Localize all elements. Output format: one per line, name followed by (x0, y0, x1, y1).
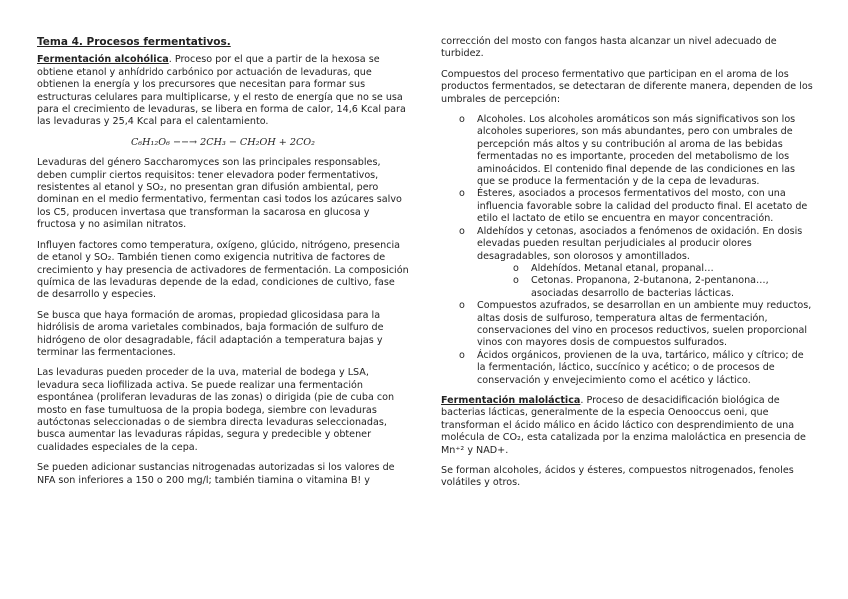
paragraph-formed-compounds: Se forman alcoholes, ácidos y ésteres, compuestos nitrogenados, fenoles volátiles y otros. (441, 465, 794, 489)
sub-list (477, 263, 813, 300)
sub-list-item: o Cetonas. Propanona, 2-butanona, 2-pentanona…, asociadas desarrollo de bacterias lácticas. (477, 275, 813, 300)
paragraph-aroma-compounds: Compuestos del proceso fermentativo que participan en el aroma de los productos fermentados, se detectaran de diferente manera, dependen de los umbrales de percepción: (441, 68, 813, 105)
chemical-formula: C₆H₁₂O₆ −−→ 2CH₃ − CH₂OH + 2CO₂ (130, 136, 316, 148)
sub-list-item: o Aldehídos. Metanal etanal, propanal… (477, 263, 813, 275)
paragraph-nitrogen: Se pueden adicionar sustancias nitrogenadas autorizadas si los valores de NFA son inferiores a 150 o 200 mg/l; también tiamina o vitamina B! y (37, 462, 395, 486)
paragraph-alcoholic-fermentation (37, 54, 409, 128)
list-item (441, 226, 813, 300)
left-column (37, 36, 409, 495)
list-item: o Ésteres, asociados a procesos fermentativos del mosto, con una influencia favorable sobre la calidad del producto final. El acetato de etilo el lactato de etilo se encuentra en mayor concentración. (441, 188, 813, 225)
alcoholic-fermentation-text: . Proceso por el que a partir de la hexosa se obtiene etanol y anhídrido carbónico por actuación de levaduras, que obtienen la energía y los precursores que necesitan para formar sus estructuras celulares para multiplicarse, y el resto de energía que no se usa para el crecimiento de levaduras, se libera en forma de calor, 14,6 Kcal para las levaduras y 25,4 Kcal para el calentamiento. (37, 54, 406, 128)
term-malolactic-fermentation: Fermentación maloláctica (441, 394, 581, 406)
paragraph-saccharomyces: Levaduras del género Saccharomyces son las principales responsables, deben cumplir ciertos requisitos: tener elevadora poder fermentativos, resistentes al etanol y SO₂, no presentan gran difusión ambiental, pero dominan en el medio fermentativo, fermentan casi todos los azúcares salvo los C5, producen invertasa que transforman la sacarosa en glucosa y fructosa y no asimilan nitratos. (37, 157, 402, 231)
list-item: o Compuestos azufrados, se desarrollan en un ambiente muy reductos, altas dosis de sulfuroso, temperatura altas de fermentación, conservaciones del vino en procesos reductivos, suelen proporcional vinos con mayores dosis de compuestos sulfurados. (441, 300, 813, 350)
aroma-compounds-list (441, 114, 813, 387)
malolactic-text: . Proceso de desacidificación biológica de bacterias lácticas, generalmente de la especia Oenooccus oeni, que transforman el ácido málico en ácido láctico con desprendimiento de una molécula de CO₂, esta catalizada por la enzima maloláctica en presencia de Mn⁺² y NAD+. (441, 394, 806, 456)
paragraph-yeast-origin: Las levaduras pueden proceder de la uva, material de bodega y LSA, levadura seca liofilizada activa. Se puede realizar una fermentación espontánea (proliferan levaduras de las zonas) o dirigida (pie de cuba con mosto en fase tumultuosa de la propia bodega, siembre con levaduras autóctonas seleccionadas o de siembra directa levaduras seleccionadas, busca aumentar las levaduras rápidas, segura y predecible y obtener cualidades especiales de la cepa. (37, 367, 395, 453)
term-alcoholic-fermentation: Fermentación alcohólica (37, 54, 169, 66)
paragraph-malolactic (441, 395, 813, 457)
paragraph-factors: Influyen factores como temperatura, oxígeno, glúcido, nitrógeno, presencia de etanol y SO₂. También tienen como exigencia nutritiva de factores de crecimiento y hay presencia de activadores de fermentación. La composición química de las levaduras depende de la edad, condiciones de cultivo, fase de desarrollo y especies. (37, 239, 409, 301)
document-title: Tema 4. Procesos fermentativos. (37, 36, 231, 48)
paragraph-must-correction: corrección del mosto con fangos hasta alcanzar un nivel adecuado de turbidez. (441, 36, 777, 60)
list-item-text: Aldehídos y cetonas, asociados a fenómenos de oxidación. En dosis elevadas pueden resultan perjudiciales al producir olores desagradables, son olorosos y amontillados. (477, 225, 803, 262)
list-item: o Alcoholes. Los alcoholes aromáticos son más significativos son los alcoholes superiores, son más abundantes, pero con umbrales de percepción más altos y su contribución al aroma de las bebidas fermentadas no es importante, proceden del metabolismo de los aminoácidos. El contenido final depende de las condiciones en las que se produce la fermentación y de la cepa de levaduras. (441, 114, 813, 188)
paragraph-aromas: Se busca que haya formación de aromas, propiedad glicosidasa para la hidrólisis de aroma varietales combinados, baja formación de sulfuro de hidrógeno de olor desagradable, fácil adaptación a temperatura bajas y terminar las fermentaciones. (37, 309, 384, 358)
right-column (441, 36, 813, 498)
list-item: o Ácidos orgánicos, provienen de la uva, tartárico, málico y cítrico; de la fermentación, láctico, succínico y acético; o de procesos de conservación y envejecimiento como el acético y láctico. (441, 350, 813, 387)
